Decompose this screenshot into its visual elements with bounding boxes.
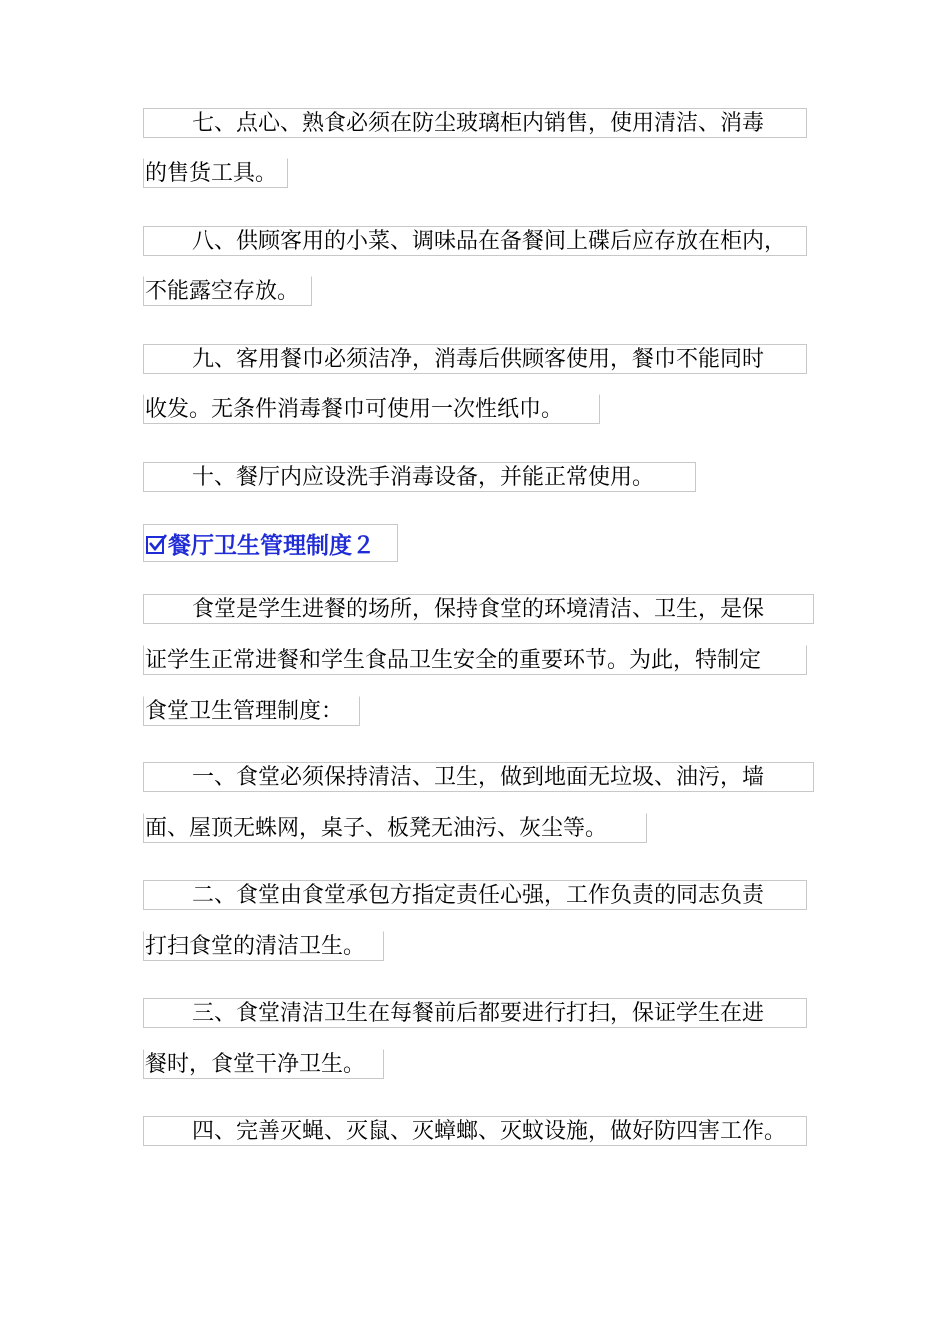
- rule-2-line-1: 二、食堂由食堂承包方指定责任心强，工作负责的同志负责: [143, 880, 807, 910]
- rule-1-line-1: 一、食堂必须保持清洁、卫生，做到地面无垃圾、油污，墙: [143, 762, 814, 792]
- rule-3-line-1: 三、食堂清洁卫生在每餐前后都要进行打扫，保证学生在进: [143, 998, 807, 1028]
- rule-7-line-1: 七、点心、熟食必须在防尘玻璃柜内销售，使用清洁、消毒: [143, 108, 807, 138]
- section-heading-title: 餐厅卫生管理制度２: [168, 532, 375, 559]
- rule-10-line-1: 十、餐厅内应设洗手消毒设备，并能正常使用。: [143, 462, 696, 492]
- checkbox-checked-icon: [146, 536, 164, 554]
- rule-7-line-2: 的售货工具。: [143, 158, 288, 188]
- rule-4-line-1: 四、完善灭蝇、灭鼠、灭蟑螂、灭蚊设施，做好防四害工作。: [143, 1116, 807, 1146]
- intro-line-3: 食堂卫生管理制度：: [143, 696, 360, 726]
- rule-2-line-2: 打扫食堂的清洁卫生。: [143, 931, 384, 961]
- rule-8-line-1: 八、供顾客用的小菜、调味品在备餐间上碟后应存放在柜内，: [143, 226, 807, 256]
- intro-line-2: 证学生正常进餐和学生食品卫生安全的重要环节。为此，特制定: [143, 645, 807, 675]
- rule-9-line-2: 收发。无条件消毒餐巾可使用一次性纸巾。: [143, 394, 600, 424]
- rule-1-line-2: 面、屋顶无蛛网，桌子、板凳无油污、灰尘等。: [143, 813, 647, 843]
- rule-8-line-2: 不能露空存放。: [143, 276, 312, 306]
- section-heading: [143, 524, 398, 562]
- intro-line-1: 食堂是学生进餐的场所，保持食堂的环境清洁、卫生，是保: [143, 594, 814, 624]
- rule-3-line-2: 餐时，食堂干净卫生。: [143, 1049, 384, 1079]
- rule-9-line-1: 九、客用餐巾必须洁净，消毒后供顾客使用，餐巾不能同时: [143, 344, 807, 374]
